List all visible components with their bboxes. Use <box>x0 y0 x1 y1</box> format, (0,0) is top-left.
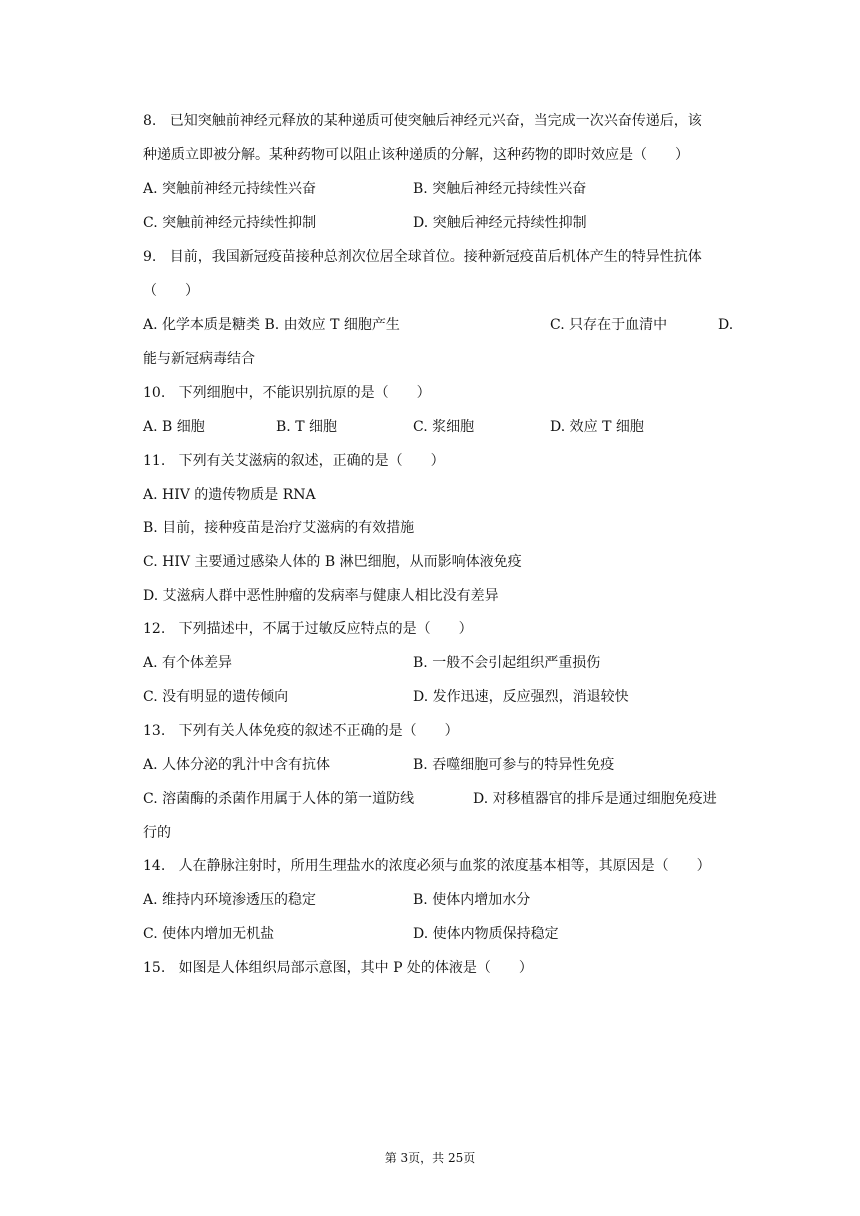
question-10-option-d: D. 效应 T 细胞 <box>550 419 644 435</box>
question-9-options-ab: A. 化学本质是糖类 B. 由效应 T 细胞产生 <box>143 317 400 333</box>
question-12-option-b: B. 一般不会引起组织严重损伤 <box>413 655 601 671</box>
question-14-option-b: B. 使体内增加水分 <box>413 892 531 908</box>
question-9-option-d-cont: 能与新冠病毒结合 <box>143 351 255 367</box>
question-10-stem: 10. 下列细胞中，不能识别抗原的是（ ） <box>143 385 431 401</box>
question-12-option-c: C. 没有明显的遗传倾向 <box>143 689 289 705</box>
question-15-stem: 15. 如图是人体组织局部示意图，其中 P 处的体液是（ ） <box>143 960 533 976</box>
question-8-stem-line2: 种递质立即被分解。某种药物可以阻止该种递质的分解，这种药物的即时效应是（ ） <box>143 147 689 163</box>
question-11-option-b: B. 目前，接种疫苗是治疗艾滋病的有效措施 <box>143 520 415 536</box>
question-14-stem: 14. 人在静脉注射时，所用生理盐水的浓度必须与血浆的浓度基本相等，其原因是（ ） <box>143 858 711 874</box>
question-10-option-a: A. B 细胞 <box>143 419 205 435</box>
question-11-option-c: C. HIV 主要通过感染人体的 B 淋巴细胞，从而影响体液免疫 <box>143 554 522 570</box>
question-13-option-c: C. 溶菌酶的杀菌作用属于人体的第一道防线 <box>143 791 415 807</box>
question-14-option-c: C. 使体内增加无机盐 <box>143 926 275 942</box>
question-8-option-c: C. 突触前神经元持续性抑制 <box>143 215 317 231</box>
question-9-stem-line1: 9. 目前，我国新冠疫苗接种总剂次位居全球首位。接种新冠疫苗后机体产生的特异性抗体 <box>143 249 702 265</box>
question-12-stem: 12. 下列描述中，不属于过敏反应特点的是（ ） <box>143 621 473 637</box>
question-13-option-b: B. 吞噬细胞可参与的特异性免疫 <box>413 757 615 773</box>
page-footer: 第 3页，共 25页 <box>384 1151 476 1165</box>
question-10-option-b: B. T 细胞 <box>276 419 337 435</box>
question-8-option-b: B. 突触后神经元持续性兴奋 <box>413 181 587 197</box>
question-13-option-a: A. 人体分泌的乳汁中含有抗体 <box>143 757 331 773</box>
question-14-option-a: A. 维持内环境渗透压的稳定 <box>143 892 317 908</box>
question-10-option-c: C. 浆细胞 <box>413 419 475 435</box>
question-8-stem-line1: 8. 已知突触前神经元释放的某种递质可使突触后神经元兴奋，当完成一次兴奋传递后，该 <box>143 113 702 129</box>
question-12-option-d: D. 发作迅速，反应强烈，消退较快 <box>413 689 629 705</box>
question-11-option-a: A. HIV 的遗传物质是 RNA <box>143 487 316 503</box>
question-12-option-a: A. 有个体差异 <box>143 655 233 671</box>
question-8-option-a: A. 突触前神经元持续性兴奋 <box>143 181 317 197</box>
question-8-option-d: D. 突触后神经元持续性抑制 <box>413 215 587 231</box>
question-11-stem: 11. 下列有关艾滋病的叙述，正确的是（ ） <box>143 453 445 469</box>
question-9-stem-line2: （ ） <box>143 283 199 299</box>
question-13-option-d: D. 对移植器官的排斥是通过细胞免疫进 <box>473 791 717 807</box>
question-13-stem: 13. 下列有关人体免疫的叙述不正确的是（ ） <box>143 723 459 739</box>
question-9-option-c: C. 只存在于血清中 <box>550 317 668 333</box>
question-14-option-d: D. 使体内物质保持稳定 <box>413 926 559 942</box>
question-13-option-d-cont: 行的 <box>143 825 171 841</box>
question-11-option-d: D. 艾滋病人群中恶性肿瘤的发病率与健康人相比没有差异 <box>143 588 499 604</box>
question-9-option-d: D. <box>718 317 734 333</box>
